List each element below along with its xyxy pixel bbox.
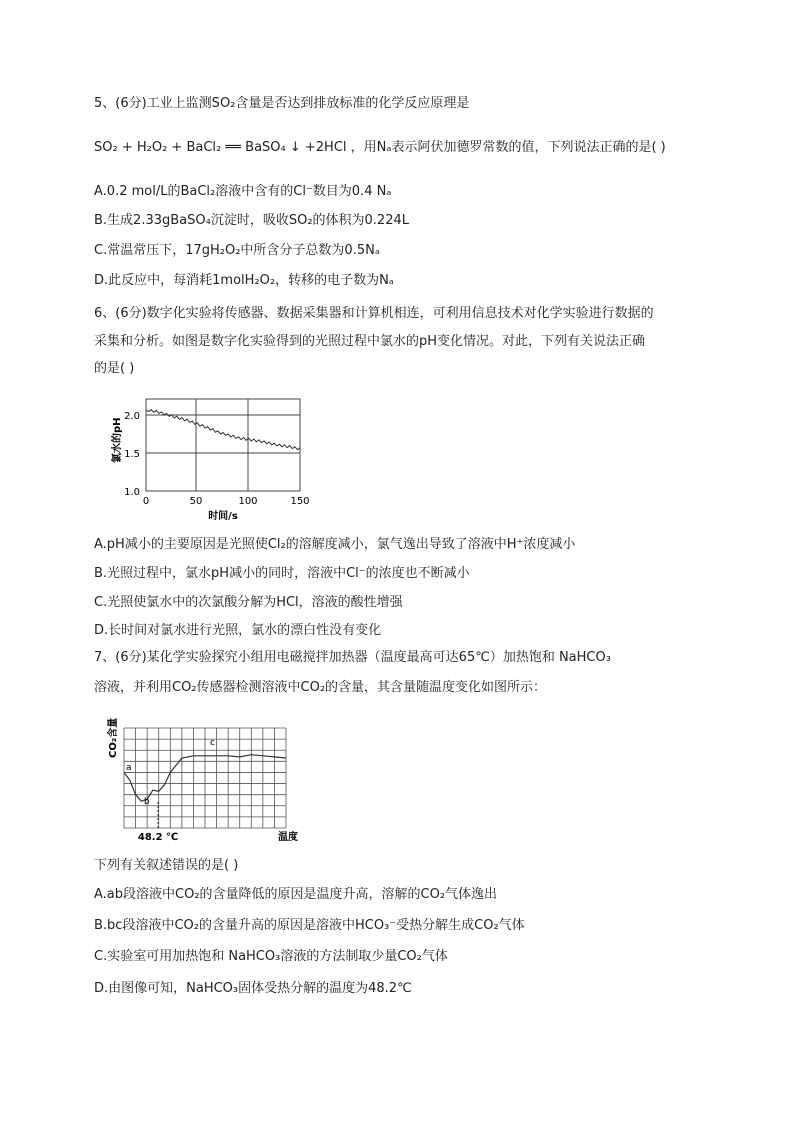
co2-chart-grid (124, 728, 286, 828)
co2-x-axis-label: 温度 (278, 832, 298, 843)
q5-option-c: C.常温常压下，17gH₂O₂中所含分子总数为0.5Nₐ (94, 243, 380, 258)
q5-option-b: B.生成2.33gBaSO₄沉淀时，吸收SO₂的体积为0.224L (94, 213, 409, 228)
ph-ytick-1.5: 1.5 (124, 449, 140, 460)
q6-stem-line-2: 采集和分析。如图是数字化实验得到的光照过程中氯水的pH变化情况。对此，下列有关说法正确 (94, 334, 646, 349)
co2-chart (100, 708, 320, 848)
co2-48-label: 48.2 ℃ (137, 832, 179, 843)
ph-xtick-150: 150 (290, 496, 310, 507)
q5-option-a: A.0.2 mol/L的BaCl₂溶液中含有的Cl⁻数目为0.4 Nₐ (94, 184, 392, 199)
co2-point-c-label: c (210, 738, 215, 748)
ph-series-line (146, 410, 300, 450)
q6-option-b: B.光照过程中，氯水pH减小的同时，溶液中Cl⁻的浓度也不断减小 (94, 566, 470, 581)
ph-xtick-100: 100 (238, 496, 258, 507)
q7-stem-line-1: 7、(6分)某化学实验探究小组用电磁搅拌加热器（温度最高可达65℃）加热饱和 NaHCO₃ (94, 650, 611, 665)
q7-option-a: A.ab段溶液中CO₂的含量降低的原因是温度升高，溶解的CO₂气体逸出 (94, 887, 498, 902)
ph-xtick-50: 50 (189, 496, 203, 507)
q5-option-d: D.此反应中，每消耗1molH₂O₂，转移的电子数为Nₐ (94, 273, 394, 288)
q7-option-b: B.bc段溶液中CO₂的含量升高的原因是溶液中HCO₃⁻受热分解生成CO₂气体 (94, 918, 525, 933)
co2-y-axis-label: CO₂含量 (108, 717, 119, 758)
ph-xtick-0: 0 (142, 496, 150, 507)
q7-after-chart: 下列有关叙述错误的是( ) (94, 858, 239, 873)
ph-ytick-2.0: 2.0 (124, 411, 140, 422)
ph-y-axis-label: 氯水的pH (112, 417, 123, 463)
ph-ytick-1.0: 1.0 (124, 487, 140, 498)
q6-option-d: D.长时间对氯水进行光照，氯水的漂白性没有变化 (94, 623, 382, 638)
q6-stem-line-1: 6、(6分)数字化实验将传感器、数据采集器和计算机相连，可利用信息技术对化学实验进行数据的 (94, 306, 654, 321)
q6-stem-line-3: 的是( ) (94, 361, 135, 376)
q7-option-d: D.由图像可知，NaHCO₃固体受热分解的温度为48.2℃ (94, 981, 412, 996)
q7-stem-line-2: 溶液，并利用CO₂传感器检测溶液中CO₂的含量，其含量随温度变化如图所示： (94, 680, 547, 695)
q5-equation-line: SO₂ + H₂O₂ + BaCl₂ ══ BaSO₄ ↓ +2HCl ，用Nₐ表示阿伏加德罗常数的值，下列说法正确的是( ) (94, 140, 666, 155)
q6-option-c: C.光照使氯水中的次氯酸分解为HCl，溶液的酸性增强 (94, 595, 403, 610)
ph-chart (100, 393, 320, 525)
q6-option-a: A.pH减小的主要原因是光照使Cl₂的溶解度减小，氯气逸出导致了溶液中H⁺浓度减小 (94, 537, 576, 552)
q7-option-c: C.实验室可用加热饱和 NaHCO₃溶液的方法制取少量CO₂气体 (94, 949, 448, 964)
ph-x-axis-label: 时间/s (208, 511, 238, 522)
co2-point-a-label: a (126, 763, 132, 773)
q5-stem-line-1: 5、(6分)工业上监测SO₂含量是否达到排放标准的化学反应原理是 (94, 96, 470, 111)
co2-point-b-label: b (144, 797, 150, 807)
ph-chart-grid (146, 399, 300, 491)
